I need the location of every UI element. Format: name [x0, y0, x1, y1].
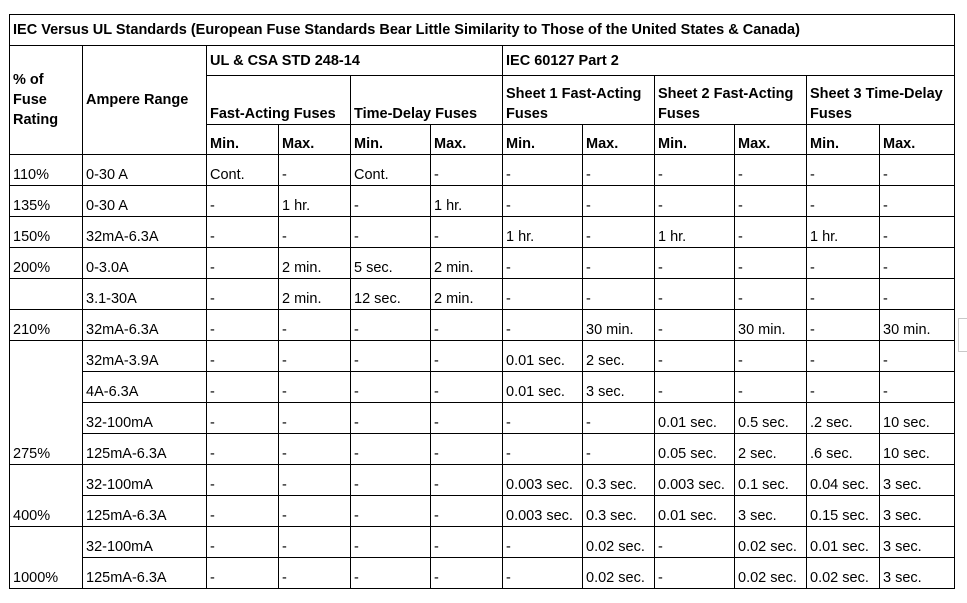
table-row — [10, 341, 955, 372]
time-value-cell: - — [655, 310, 735, 341]
pct-rating-header: % of Fuse Rating — [10, 46, 83, 155]
time-value-cell: 30 min. — [735, 310, 807, 341]
fuse-rating-cell: 200% — [10, 248, 83, 279]
time-value-cell: 2 min. — [431, 279, 503, 310]
time-value-cell: - — [503, 403, 583, 434]
time-value-cell: 2 min. — [279, 279, 351, 310]
time-value-cell: - — [279, 527, 351, 558]
time-value-cell: 1 hr. — [431, 186, 503, 217]
time-value-cell: - — [655, 186, 735, 217]
time-value-cell: 2 min. — [431, 248, 503, 279]
time-value-cell: 3 sec. — [880, 558, 955, 589]
time-value-cell: - — [583, 248, 655, 279]
fuse-rating-cell: 110% — [10, 155, 83, 186]
min-header: Min. — [655, 125, 735, 155]
table-row — [10, 186, 955, 217]
time-value-cell: - — [807, 310, 880, 341]
time-value-cell: - — [207, 496, 279, 527]
time-value-cell: 12 sec. — [351, 279, 431, 310]
time-value-cell: - — [880, 372, 955, 403]
time-value-cell: - — [655, 341, 735, 372]
time-value-cell: 0.1 sec. — [735, 465, 807, 496]
time-value-cell: 0.01 sec. — [503, 372, 583, 403]
time-value-cell: 10 sec. — [880, 403, 955, 434]
time-value-cell: - — [431, 310, 503, 341]
min-header: Min. — [503, 125, 583, 155]
time-value-cell: - — [279, 372, 351, 403]
time-value-cell: - — [503, 558, 583, 589]
time-value-cell: 3 sec. — [880, 527, 955, 558]
time-value-cell: 0.003 sec. — [655, 465, 735, 496]
time-value-cell: - — [351, 217, 431, 248]
time-value-cell: 0.3 sec. — [583, 465, 655, 496]
table-row — [10, 372, 955, 403]
time-value-cell: - — [207, 310, 279, 341]
time-value-cell: Cont. — [351, 155, 431, 186]
time-value-cell: - — [880, 279, 955, 310]
time-value-cell: - — [735, 372, 807, 403]
table-row — [10, 496, 955, 527]
fuse-rating-cell — [10, 279, 83, 310]
table-row — [10, 155, 955, 186]
time-value-cell: - — [351, 465, 431, 496]
time-value-cell: - — [655, 155, 735, 186]
sheet2-header: Sheet 2 Fast-Acting Fuses — [655, 76, 807, 125]
time-value-cell: 30 min. — [880, 310, 955, 341]
time-value-cell: - — [431, 496, 503, 527]
time-value-cell: - — [431, 434, 503, 465]
fuse-rating-cell: 275% — [10, 341, 83, 465]
time-value-cell: 0.003 sec. — [503, 496, 583, 527]
time-delay-header: Time-Delay Fuses — [351, 76, 503, 125]
fuse-rating-cell: 1000% — [10, 527, 83, 589]
time-value-cell: - — [735, 155, 807, 186]
time-value-cell: - — [207, 465, 279, 496]
time-value-cell: - — [735, 217, 807, 248]
min-header: Min. — [207, 125, 279, 155]
time-value-cell: 3 sec. — [880, 465, 955, 496]
time-value-cell: - — [503, 248, 583, 279]
ampere-range-header: Ampere Range — [83, 46, 207, 155]
time-value-cell: - — [279, 434, 351, 465]
time-value-cell: .6 sec. — [807, 434, 880, 465]
time-value-cell: 1 hr. — [655, 217, 735, 248]
time-value-cell: - — [735, 341, 807, 372]
table-row — [10, 403, 955, 434]
table-row — [10, 434, 955, 465]
ampere-range-cell: 32-100mA — [83, 465, 207, 496]
max-header: Max. — [583, 125, 655, 155]
time-value-cell: 3 sec. — [583, 372, 655, 403]
time-value-cell: - — [279, 558, 351, 589]
ul-csa-header: UL & CSA STD 248-14 — [207, 46, 503, 76]
time-value-cell: - — [207, 248, 279, 279]
time-value-cell: - — [351, 496, 431, 527]
scroll-edge-marker — [958, 318, 967, 352]
min-header: Min. — [351, 125, 431, 155]
time-value-cell: - — [807, 341, 880, 372]
time-value-cell: - — [351, 341, 431, 372]
time-value-cell: - — [431, 341, 503, 372]
time-value-cell: - — [351, 434, 431, 465]
time-value-cell: - — [431, 558, 503, 589]
time-value-cell: .2 sec. — [807, 403, 880, 434]
time-value-cell: - — [655, 248, 735, 279]
time-value-cell: 0.5 sec. — [735, 403, 807, 434]
time-value-cell: - — [807, 248, 880, 279]
max-header: Max. — [431, 125, 503, 155]
time-value-cell: - — [207, 403, 279, 434]
time-value-cell: - — [207, 527, 279, 558]
sheet1-header: Sheet 1 Fast-Acting Fuses — [503, 76, 655, 125]
min-header: Min. — [807, 125, 880, 155]
time-value-cell: - — [351, 527, 431, 558]
table-row — [10, 558, 955, 589]
ampere-range-cell: 0-30 A — [83, 186, 207, 217]
time-value-cell: - — [279, 465, 351, 496]
time-value-cell: - — [503, 434, 583, 465]
time-value-cell: 2 min. — [279, 248, 351, 279]
time-value-cell: - — [503, 155, 583, 186]
time-value-cell: - — [583, 186, 655, 217]
time-value-cell: - — [583, 434, 655, 465]
time-value-cell: - — [207, 217, 279, 248]
time-value-cell: - — [431, 527, 503, 558]
fuse-rating-cell: 150% — [10, 217, 83, 248]
time-value-cell: 0.05 sec. — [655, 434, 735, 465]
time-value-cell: 0.02 sec. — [583, 527, 655, 558]
time-value-cell: - — [351, 372, 431, 403]
time-value-cell: - — [583, 155, 655, 186]
time-value-cell: - — [655, 527, 735, 558]
ampere-range-cell: 125mA-6.3A — [83, 558, 207, 589]
time-value-cell: - — [207, 434, 279, 465]
time-value-cell: 3 sec. — [880, 496, 955, 527]
time-value-cell: - — [279, 217, 351, 248]
ampere-range-cell: 32-100mA — [83, 527, 207, 558]
time-value-cell: 0.01 sec. — [807, 527, 880, 558]
time-value-cell: 0.02 sec. — [735, 558, 807, 589]
iec-header: IEC 60127 Part 2 — [503, 46, 955, 76]
standards-table-container — [9, 14, 955, 589]
time-value-cell: - — [503, 527, 583, 558]
time-value-cell: - — [735, 186, 807, 217]
time-value-cell: - — [431, 403, 503, 434]
time-value-cell: 1 hr. — [279, 186, 351, 217]
time-value-cell: 10 sec. — [880, 434, 955, 465]
time-value-cell: 2 sec. — [583, 341, 655, 372]
fuse-rating-cell: 135% — [10, 186, 83, 217]
time-value-cell: - — [207, 558, 279, 589]
time-value-cell: - — [735, 248, 807, 279]
fuse-rating-cell: 210% — [10, 310, 83, 341]
table-row — [10, 465, 955, 496]
time-value-cell: 0.04 sec. — [807, 465, 880, 496]
table-row — [10, 217, 955, 248]
time-value-cell: - — [279, 403, 351, 434]
time-value-cell: 0.01 sec. — [655, 496, 735, 527]
ampere-range-cell: 125mA-6.3A — [83, 434, 207, 465]
ampere-range-cell: 125mA-6.3A — [83, 496, 207, 527]
time-value-cell: - — [279, 496, 351, 527]
time-value-cell: - — [583, 279, 655, 310]
time-value-cell: - — [807, 372, 880, 403]
time-value-cell: 0.02 sec. — [583, 558, 655, 589]
sheet3-header: Sheet 3 Time-Delay Fuses — [807, 76, 955, 125]
time-value-cell: - — [351, 403, 431, 434]
time-value-cell: 2 sec. — [735, 434, 807, 465]
time-value-cell: - — [807, 155, 880, 186]
time-value-cell: - — [880, 248, 955, 279]
max-header: Max. — [279, 125, 351, 155]
time-value-cell: - — [431, 465, 503, 496]
fast-acting-header: Fast-Acting Fuses — [207, 76, 351, 125]
ampere-range-cell: 0-3.0A — [83, 248, 207, 279]
table-row — [10, 248, 955, 279]
time-value-cell: - — [583, 403, 655, 434]
time-value-cell: 0.01 sec. — [655, 403, 735, 434]
time-value-cell: - — [880, 217, 955, 248]
ampere-range-cell: 4A-6.3A — [83, 372, 207, 403]
time-value-cell: - — [431, 372, 503, 403]
time-value-cell: - — [207, 186, 279, 217]
time-value-cell: - — [503, 186, 583, 217]
time-value-cell: - — [279, 341, 351, 372]
time-value-cell: - — [583, 217, 655, 248]
time-value-cell: - — [880, 341, 955, 372]
table-row — [10, 279, 955, 310]
time-value-cell: 1 hr. — [503, 217, 583, 248]
time-value-cell: 0.003 sec. — [503, 465, 583, 496]
time-value-cell: - — [207, 279, 279, 310]
time-value-cell: - — [431, 155, 503, 186]
time-value-cell: - — [503, 279, 583, 310]
max-header: Max. — [735, 125, 807, 155]
max-header: Max. — [880, 125, 955, 155]
time-value-cell: 5 sec. — [351, 248, 431, 279]
time-value-cell: - — [880, 155, 955, 186]
time-value-cell: 0.02 sec. — [735, 527, 807, 558]
time-value-cell: 1 hr. — [807, 217, 880, 248]
time-value-cell: 0.3 sec. — [583, 496, 655, 527]
time-value-cell: - — [351, 310, 431, 341]
ampere-range-cell: 0-30 A — [83, 155, 207, 186]
table-row — [10, 310, 955, 341]
table-title: IEC Versus UL Standards (European Fuse Standards Bear Little Similarity to Those of the United States & Canada) — [10, 15, 955, 46]
time-value-cell: Cont. — [207, 155, 279, 186]
time-value-cell: - — [279, 310, 351, 341]
ampere-range-cell: 32-100mA — [83, 403, 207, 434]
table-row — [10, 527, 955, 558]
time-value-cell: - — [207, 372, 279, 403]
time-value-cell: - — [807, 186, 880, 217]
time-value-cell: - — [431, 217, 503, 248]
ampere-range-cell: 32mA-6.3A — [83, 217, 207, 248]
time-value-cell: - — [207, 341, 279, 372]
time-value-cell: - — [503, 310, 583, 341]
time-value-cell: 0.01 sec. — [503, 341, 583, 372]
ampere-range-cell: 32mA-6.3A — [83, 310, 207, 341]
time-value-cell: - — [351, 186, 431, 217]
iec-ul-standards-table — [9, 14, 955, 589]
ampere-range-cell: 32mA-3.9A — [83, 341, 207, 372]
time-value-cell: - — [279, 155, 351, 186]
time-value-cell: 0.15 sec. — [807, 496, 880, 527]
time-value-cell: - — [880, 186, 955, 217]
fuse-rating-cell: 400% — [10, 465, 83, 527]
time-value-cell: 30 min. — [583, 310, 655, 341]
time-value-cell: 0.02 sec. — [807, 558, 880, 589]
time-value-cell: - — [655, 372, 735, 403]
time-value-cell: - — [807, 279, 880, 310]
time-value-cell: - — [655, 279, 735, 310]
time-value-cell: - — [655, 558, 735, 589]
ampere-range-cell: 3.1-30A — [83, 279, 207, 310]
time-value-cell: 3 sec. — [735, 496, 807, 527]
time-value-cell: - — [735, 279, 807, 310]
time-value-cell: - — [351, 558, 431, 589]
